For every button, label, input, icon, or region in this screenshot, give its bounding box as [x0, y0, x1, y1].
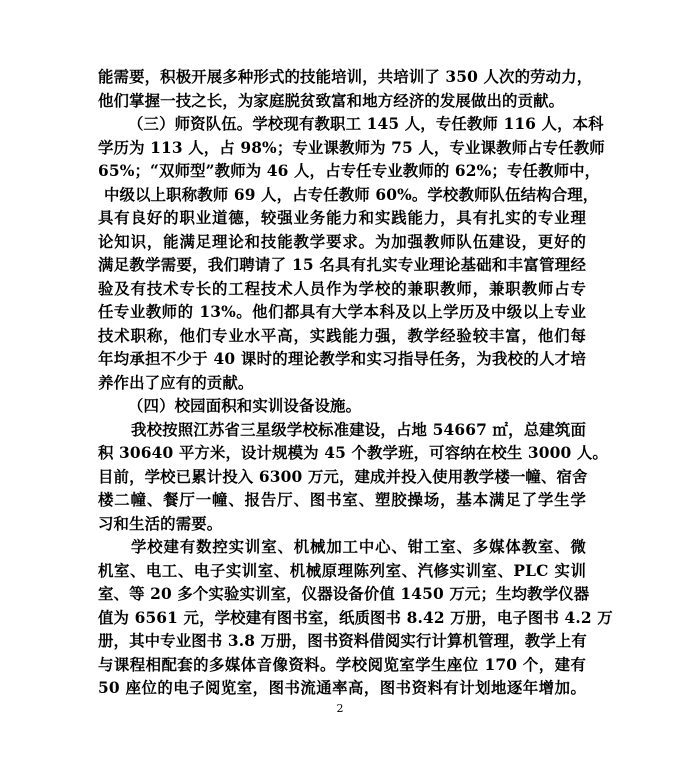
- text-line: 值为 6561 元，学校建有图书室，纸质图书 8.42 万册，电子图书 4.2 万: [98, 608, 613, 627]
- text-line: 与课程相配套的多媒体音像资料。学校阅览室学生座位 170 个，建有: [98, 655, 586, 674]
- text-line: 技术职称，他们专业水平高，实践能力强，教学经验较丰富，他们每: [98, 326, 586, 345]
- text-line: 我校按照江苏省三星级学校标准建设，占地 54667 ㎡，总建筑面: [131, 420, 586, 439]
- text-line: 学校建有数控实训室、机械加工中心、钳工室、多媒体教室、微: [131, 538, 586, 556]
- text-line: 年均承担不少于 40 课时的理论教学和实习指导任务，为我校的人才培: [98, 350, 586, 368]
- text-line: （三）师资队伍。学校现有教职工 145 人，专任教师 116 人，本科: [128, 115, 604, 133]
- text-line: 任专业教师的 13%。他们都具有大学本科及以上学历及中级以上专业: [98, 303, 586, 321]
- text-line: 能需要，积极开展多种形式的技能培训，共培训了 350 人次的劳动力，: [98, 68, 593, 86]
- text-line: 积 30640 平方米，设计规模为 45 个教学班，可容纳在校生 3000 人。: [98, 444, 608, 462]
- text-line: 室、等 20 多个实验实训室，仪器设备价值 1450 万元；生均教学仪器: [98, 585, 590, 603]
- text-line: 养作出了应有的贡献。: [98, 373, 254, 392]
- text-line: 目前，学校已累计投入 6300 万元，建成并投入使用教学楼一幢、宿舍: [98, 467, 588, 486]
- text-line: 50 座位的电子阅览室，图书流通率高，图书资料有计划地逐年增加。: [98, 679, 586, 697]
- section-heading: （四）校园面积和实训设备设施。: [128, 397, 362, 415]
- text-line: 论知识，能满足理论和技能教学要求。为加强教师队伍建设，更好的: [98, 232, 586, 251]
- text-line: 65%；“双师型”教师为 46 人，占专任专业教师的 62%；专任教师中，: [98, 162, 601, 180]
- text-line: 习和生活的需要。: [98, 514, 223, 533]
- text-line: 楼二幢、餐厅一幢、报告厅、图书室、塑胶操场，基本满足了学生学: [98, 491, 586, 509]
- text-line: 中级以上职称教师 69 人，占专任教师 60%。学校教师队伍结构合理，: [104, 185, 599, 204]
- text-line: 他们掌握一技之长，为家庭脱贫致富和地方经济的发展做出的贡献。: [98, 91, 565, 110]
- text-line: 验及有技术专长的工程技术人员作为学校的兼职教师，兼职教师占专: [98, 279, 586, 298]
- text-line: 学历为 113 人，占 98%；专业课教师为 75 人，专业课教师占专任教师: [98, 138, 605, 157]
- text-line: 满足教学需要，我们聘请了 15 名具有扎实专业理论基础和丰富管理经: [98, 256, 586, 274]
- text-line: 机室、电工、电子实训室、机械原理陈列室、汽修实训室、PLC 实训: [98, 561, 586, 580]
- page-number: 2: [336, 702, 344, 715]
- text-line: 册，其中专业图书 3.8 万册，图书资料借阅实行计算机管理，教学上有: [98, 632, 587, 650]
- text-line: 具有良好的职业道德，较强业务能力和实践能力，具有扎实的专业理: [98, 209, 586, 227]
